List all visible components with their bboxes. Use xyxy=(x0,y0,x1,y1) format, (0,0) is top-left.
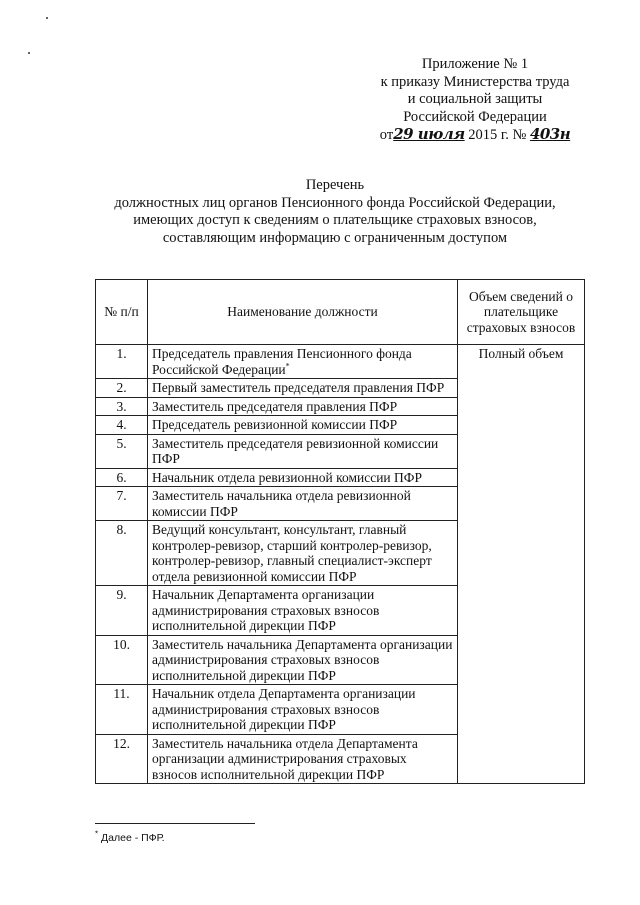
footnote-divider xyxy=(95,823,255,824)
handwritten-order-number: 403н xyxy=(529,125,571,143)
title-line-2: должностных лиц органов Пенсионного фонда Российской Федерации, xyxy=(114,194,556,211)
table-body xyxy=(96,345,585,784)
document-title xyxy=(95,177,575,247)
scan-speck xyxy=(46,17,48,19)
row-position xyxy=(148,734,458,784)
row-position xyxy=(148,434,458,468)
row-position xyxy=(148,379,458,398)
date-year: 2015 г. № xyxy=(468,127,527,143)
row-number: 3. xyxy=(96,397,148,416)
position-text: Заместитель начальника отдела Департамента организации администрирования страховых взносов исполнительной дирекции ПФР xyxy=(152,735,418,782)
header-num: № п/п xyxy=(96,280,148,345)
position-text: Начальник Департамента организации администрирования страховых взносов исполнительной дирекции ПФР xyxy=(152,587,380,633)
handwritten-date: 29 июля xyxy=(393,125,465,143)
position-text: Заместитель председателя правления ПФР xyxy=(152,398,398,414)
position-text: Первый заместитель председателя правления ПФР xyxy=(152,380,445,395)
title-line-1: Перечень xyxy=(305,177,365,193)
row-position xyxy=(148,397,458,416)
row-number: 7. xyxy=(96,487,148,521)
header-volume: Объем сведений о плательщике страховых взносов xyxy=(458,280,585,345)
position-text: Заместитель начальника отдела ревизионной комиссии ПФР xyxy=(152,488,411,519)
row-position xyxy=(148,521,458,586)
row-number: 1. xyxy=(96,345,148,379)
date-prefix: от xyxy=(379,127,394,143)
appendix-ministry-line: и социальной защиты xyxy=(407,91,543,107)
row-number: 11. xyxy=(96,685,148,735)
footnote-ref-mark: * xyxy=(285,361,290,370)
row-position xyxy=(148,635,458,685)
footnote xyxy=(95,829,165,844)
volume-cell: Полный объем xyxy=(458,345,585,784)
title-line-3: имеющих доступ к сведениям о плательщике страховых взносов, xyxy=(133,212,537,228)
table-row xyxy=(96,345,585,379)
position-text: Начальник отдела Департамента организации администрирования страховых взносов исполнительной дирекции ПФР xyxy=(152,686,416,732)
row-number: 6. xyxy=(96,468,148,487)
position-text: Заместитель председателя ревизионной комиссии ПФР xyxy=(152,435,439,466)
row-position xyxy=(148,468,458,487)
row-position xyxy=(148,685,458,735)
position-text: Председатель ревизионной комиссии ПФР xyxy=(152,417,398,432)
appendix-country-line: Российской Федерации xyxy=(403,108,547,125)
header-position: Наименование должности xyxy=(148,280,458,345)
position-text: Председатель правления Пенсионного фонда Российской Федерации xyxy=(152,346,412,377)
positions-table xyxy=(95,279,585,784)
row-position xyxy=(148,416,458,435)
appendix-header xyxy=(360,56,590,145)
position-text: Начальник отдела ревизионной комиссии ПФР xyxy=(152,469,422,485)
row-position xyxy=(148,345,458,379)
row-number: 2. xyxy=(96,379,148,398)
row-number: 12. xyxy=(96,734,148,784)
row-number: 8. xyxy=(96,521,148,586)
appendix-order-line: к приказу Министерства труда xyxy=(380,73,570,90)
table-header-row xyxy=(96,280,585,345)
appendix-title: Приложение № 1 xyxy=(421,56,529,72)
footnote-mark: * xyxy=(95,829,99,839)
footnote-text: Далее - ПФР. xyxy=(101,832,165,844)
row-number: 5. xyxy=(96,434,148,468)
row-position xyxy=(148,487,458,521)
row-position xyxy=(148,586,458,636)
scan-speck xyxy=(28,52,30,54)
title-line-4: составляющим информацию с ограниченным доступом xyxy=(162,229,508,246)
appendix-date-line xyxy=(360,126,590,145)
row-number: 9. xyxy=(96,586,148,636)
position-text: Ведущий консультант, консультант, главный контролер-ревизор, старший контролер-ревизор, контролер-ревизор, главный специалист-эксперт отдела ревизионной комиссии ПФР xyxy=(152,522,432,584)
row-number: 10. xyxy=(96,635,148,685)
row-number: 4. xyxy=(96,416,148,435)
position-text: Заместитель начальника Департамента организации администрирования страховых взносов исполнительной дирекции ПФР xyxy=(152,636,453,683)
